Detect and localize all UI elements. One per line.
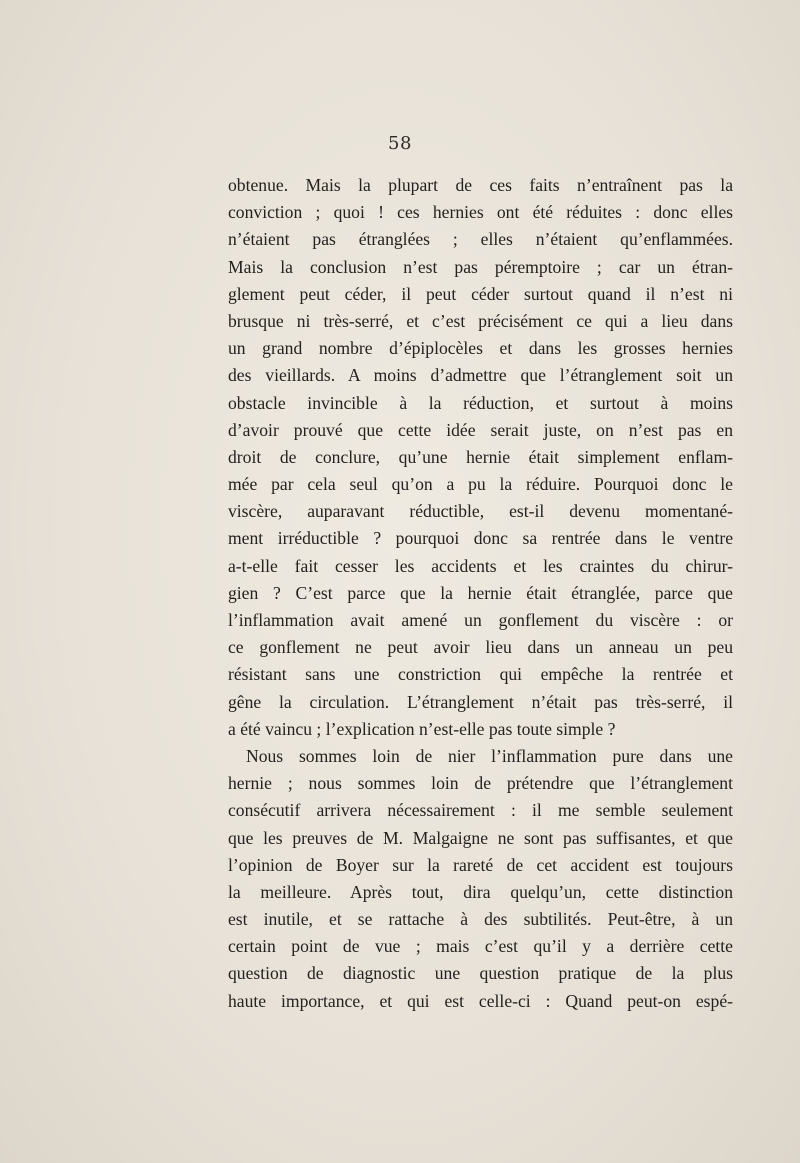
text-line: droit de conclure, qu’une hernie était simplement enflam- xyxy=(228,446,733,467)
text-line: consécutif arrivera nécessairement : il me semble seulement xyxy=(228,800,733,821)
text-line: l’opinion de Boyer sur la rareté de cet accident est toujours xyxy=(228,854,733,875)
text-line: des vieillards. A moins d’admettre que l’étranglement soit un xyxy=(228,365,733,386)
body-text xyxy=(228,172,733,1015)
text-line: a-t-elle fait cesser les accidents et les craintes du chirur- xyxy=(228,555,733,576)
text-line: obtenue. Mais la plupart de ces faits n’entraînent pas la xyxy=(228,175,733,195)
text-line: ment irréductible ? pourquoi donc sa rentrée dans le ventre xyxy=(228,528,733,549)
page-number: 58 xyxy=(388,133,412,154)
text-line: gêne la circulation. L’étranglement n’était pas très-serré, il xyxy=(228,691,733,712)
text-line: conviction ; quoi ! ces hernies ont été réduites : donc elles xyxy=(228,202,733,223)
text-line: obstacle invincible à la réduction, et surtout à moins xyxy=(228,392,733,413)
text-line: a été vaincu ; l’explication n’est-elle pas toute simple ? xyxy=(228,718,616,739)
text-line: brusque ni très-serré, et c’est précisément ce qui a lieu dans xyxy=(228,310,733,331)
text-line: certain point de vue ; mais c’est qu’il y a derrière cette xyxy=(228,936,733,957)
text-line: la meilleure. Après tout, dira quelqu’un, cette distinction xyxy=(228,881,733,902)
text-line: mée par cela seul qu’on a pu la réduire. Pourquoi donc le xyxy=(228,474,733,495)
text-line: résistant sans une constriction qui empêche la rentrée et xyxy=(228,664,733,685)
text-line: viscère, auparavant réductible, est-il devenu momentané- xyxy=(228,501,733,522)
text-line: glement peut céder, il peut céder surtout quand il n’est ni xyxy=(228,283,733,304)
text-line: Nous sommes loin de nier l’inflammation pure dans une xyxy=(246,745,733,766)
text-line: question de diagnostic une question pratique de la plus xyxy=(228,963,733,984)
text-line: un grand nombre d’épiplocèles et dans les grosses hernies xyxy=(228,338,733,359)
text-line: hernie ; nous sommes loin de prétendre que l’étranglement xyxy=(228,773,733,794)
text-line: n’étaient pas étranglées ; elles n’étaient qu’enflammées. xyxy=(228,229,733,250)
text-line: gien ? C’est parce que la hernie était étranglée, parce que xyxy=(228,582,733,603)
text-line: ce gonflement ne peut avoir lieu dans un anneau un peu xyxy=(228,637,733,658)
text-line: d’avoir prouvé que cette idée serait juste, on n’est pas en xyxy=(228,419,733,440)
text-line: que les preuves de M. Malgaigne ne sont pas suffisantes, et que xyxy=(228,827,733,848)
text-line: est inutile, et se rattache à des subtilités. Peut-être, à un xyxy=(228,909,733,930)
text-line: l’inflammation avait amené un gonflement du viscère : or xyxy=(228,610,733,630)
text-line: Mais la conclusion n’est pas péremptoire ; car un étran- xyxy=(228,256,733,277)
text-line: haute importance, et qui est celle-ci : Quand peut-on espé- xyxy=(228,990,733,1011)
